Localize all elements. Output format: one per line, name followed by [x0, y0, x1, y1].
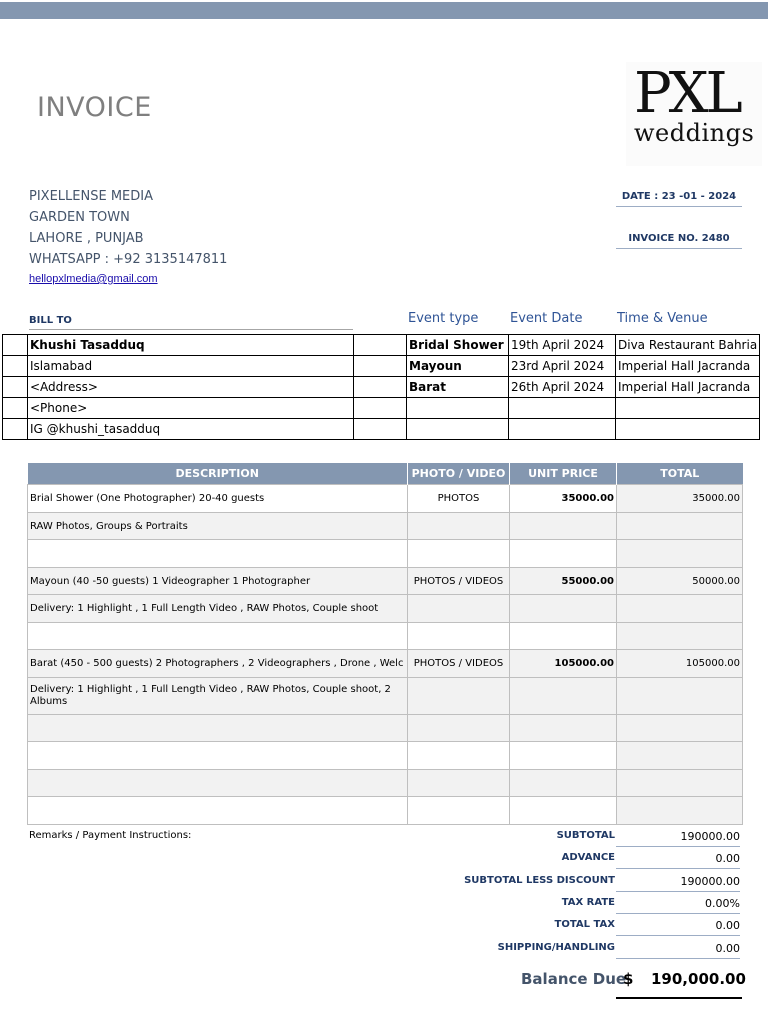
- event-date-header: Event Date: [510, 311, 583, 326]
- bill-to-spacer-cell: [3, 419, 28, 440]
- line-items-table: [27, 463, 743, 825]
- bill-to-row: [3, 398, 760, 419]
- bill-to-spacer-cell: [3, 356, 28, 377]
- line-item-photo-video: PHOTOS / VIDEOS: [408, 568, 510, 595]
- line-item-unit-price: [510, 623, 617, 650]
- client-instagram: IG @khushi_tasadduq: [28, 419, 354, 440]
- line-item-unit-price: [510, 540, 617, 568]
- line-item-photo-video: PHOTOS / VIDEOS: [408, 650, 510, 678]
- bill-to-empty-cell: [354, 419, 407, 440]
- line-item-total: [617, 797, 743, 825]
- line-item-row: [28, 568, 743, 595]
- shipping-label: SHIPPING/HANDLING: [497, 942, 615, 953]
- event-type-header: Event type: [408, 311, 479, 326]
- client-name: Khushi Tasadduq: [28, 335, 354, 356]
- line-items-header-row: [28, 463, 743, 485]
- line-item-photo-video: [408, 540, 510, 568]
- bill-to-row: [3, 356, 760, 377]
- description-header: DESCRIPTION: [28, 463, 408, 485]
- line-item-total: [617, 715, 743, 742]
- tax-rate-value: 0.00%: [616, 897, 740, 914]
- invoice-title: INVOICE: [37, 92, 152, 123]
- line-item-photo-video: [408, 513, 510, 540]
- line-item-total: 35000.00: [617, 485, 743, 513]
- company-name: PIXELLENSE MEDIA: [29, 189, 153, 204]
- unit-price-header: UNIT PRICE: [510, 463, 617, 485]
- event-date-cell: 19th April 2024: [509, 335, 616, 356]
- logo-mark: PXL: [634, 61, 740, 126]
- line-item-unit-price: [510, 770, 617, 797]
- line-item-photo-video: PHOTOS: [408, 485, 510, 513]
- balance-underline: [616, 997, 742, 999]
- bill-to-spacer-cell: [3, 335, 28, 356]
- venue-header: Time & Venue: [617, 311, 708, 326]
- line-item-description: Delivery: 1 Highlight , 1 Full Length Video , RAW Photos, Couple shoot, 2 Albums: [28, 678, 408, 715]
- line-item-row: [28, 485, 743, 513]
- company-logo: [626, 62, 762, 166]
- line-item-unit-price: 55000.00: [510, 568, 617, 595]
- line-item-row: [28, 595, 743, 623]
- line-item-unit-price: [510, 742, 617, 770]
- line-item-description: [28, 742, 408, 770]
- line-item-total: [617, 623, 743, 650]
- bill-to-label: BILL TO: [29, 315, 72, 326]
- header-accent-bar: [0, 2, 768, 19]
- invoice-number: INVOICE NO. 2480: [616, 233, 742, 249]
- invoice-date: DATE : 23 -01 - 2024: [616, 191, 742, 207]
- line-item-row: [28, 623, 743, 650]
- subtotal-less-discount-value: 190000.00: [616, 875, 740, 892]
- balance-due-value: 190,000.00: [651, 970, 746, 988]
- line-item-description: [28, 540, 408, 568]
- line-item-photo-video: [408, 595, 510, 623]
- line-item-unit-price: 105000.00: [510, 650, 617, 678]
- client-phone: <Phone>: [28, 398, 354, 419]
- photo-video-header: PHOTO / VIDEO: [408, 463, 510, 485]
- line-item-description: [28, 623, 408, 650]
- balance-currency: $: [623, 970, 634, 988]
- line-item-unit-price: [510, 513, 617, 540]
- bill-to-empty-cell: [354, 335, 407, 356]
- bill-to-row: [3, 419, 760, 440]
- line-item-unit-price: [510, 678, 617, 715]
- client-address: <Address>: [28, 377, 354, 398]
- line-item-description: [28, 715, 408, 742]
- line-item-photo-video: [408, 715, 510, 742]
- line-item-photo-video: [408, 623, 510, 650]
- line-item-row: [28, 650, 743, 678]
- advance-label: ADVANCE: [561, 852, 615, 863]
- line-item-description: Delivery: 1 Highlight , 1 Full Length Video , RAW Photos, Couple shoot: [28, 595, 408, 623]
- line-item-photo-video: [408, 770, 510, 797]
- line-item-total: [617, 770, 743, 797]
- total-header: TOTAL: [617, 463, 743, 485]
- line-item-row: [28, 513, 743, 540]
- bill-to-spacer-cell: [3, 398, 28, 419]
- venue-cell: Imperial Hall Jacranda: [616, 377, 760, 398]
- event-type-cell: Barat: [407, 377, 509, 398]
- venue-cell: [616, 398, 760, 419]
- bill-to-empty-cell: [354, 377, 407, 398]
- venue-cell: Diva Restaurant Bahria: [616, 335, 760, 356]
- line-item-description: [28, 770, 408, 797]
- total-tax-label: TOTAL TAX: [554, 919, 615, 930]
- line-item-total: [617, 540, 743, 568]
- line-item-row: [28, 770, 743, 797]
- event-date-cell: [509, 419, 616, 440]
- line-item-row: [28, 678, 743, 715]
- line-item-photo-video: [408, 678, 510, 715]
- company-whatsapp: WHATSAPP : +92 3135147811: [29, 252, 228, 267]
- tax-rate-label: TAX RATE: [561, 897, 615, 908]
- event-type-cell: [407, 398, 509, 419]
- bill-to-table: [2, 334, 760, 440]
- event-type-cell: Mayoun: [407, 356, 509, 377]
- company-address-line1: GARDEN TOWN: [29, 210, 130, 225]
- company-email-link[interactable]: hellopxlmedia@gmail.com: [29, 273, 158, 285]
- bill-to-row: [3, 377, 760, 398]
- company-address-line2: LAHORE , PUNJAB: [29, 231, 144, 246]
- line-item-description: [28, 797, 408, 825]
- bill-to-spacer-cell: [3, 377, 28, 398]
- line-item-total: [617, 678, 743, 715]
- bill-to-row: [3, 335, 760, 356]
- line-item-unit-price: [510, 715, 617, 742]
- shipping-value: 0.00: [616, 942, 740, 959]
- line-item-description: Barat (450 - 500 guests) 2 Photographers , 2 Videographers , Drone , Welc: [28, 650, 408, 678]
- event-date-cell: [509, 398, 616, 419]
- balance-due-label: Balance Due: [521, 970, 627, 988]
- line-item-unit-price: [510, 797, 617, 825]
- line-item-row: [28, 715, 743, 742]
- line-item-unit-price: 35000.00: [510, 485, 617, 513]
- total-tax-value: 0.00: [616, 919, 740, 936]
- event-type-cell: Bridal Shower: [407, 335, 509, 356]
- logo-wordmark: weddings: [634, 119, 755, 147]
- line-item-total: [617, 742, 743, 770]
- advance-value: 0.00: [616, 852, 740, 869]
- line-item-total: [617, 595, 743, 623]
- venue-cell: [616, 419, 760, 440]
- line-item-row: [28, 540, 743, 568]
- client-city: Islamabad: [28, 356, 354, 377]
- bill-to-empty-cell: [354, 398, 407, 419]
- subtotal-label: SUBTOTAL: [556, 830, 615, 841]
- subtotal-value: 190000.00: [616, 830, 740, 847]
- event-date-cell: 26th April 2024: [509, 377, 616, 398]
- line-item-unit-price: [510, 595, 617, 623]
- line-item-description: Mayoun (40 -50 guests) 1 Videographer 1 Photographer: [28, 568, 408, 595]
- line-item-description: RAW Photos, Groups & Portraits: [28, 513, 408, 540]
- line-item-total: 105000.00: [617, 650, 743, 678]
- line-item-total: 50000.00: [617, 568, 743, 595]
- line-item-photo-video: [408, 797, 510, 825]
- line-item-total: [617, 513, 743, 540]
- remarks-label: Remarks / Payment Instructions:: [29, 830, 192, 841]
- line-item-description: Brial Shower (One Photographer) 20-40 guests: [28, 485, 408, 513]
- line-item-photo-video: [408, 742, 510, 770]
- line-item-row: [28, 742, 743, 770]
- event-date-cell: 23rd April 2024: [509, 356, 616, 377]
- bill-to-empty-cell: [354, 356, 407, 377]
- subtotal-less-discount-label: SUBTOTAL LESS DISCOUNT: [464, 875, 615, 886]
- venue-cell: Imperial Hall Jacranda: [616, 356, 760, 377]
- event-type-cell: [407, 419, 509, 440]
- line-item-row: [28, 797, 743, 825]
- bill-to-underline: [29, 329, 353, 330]
